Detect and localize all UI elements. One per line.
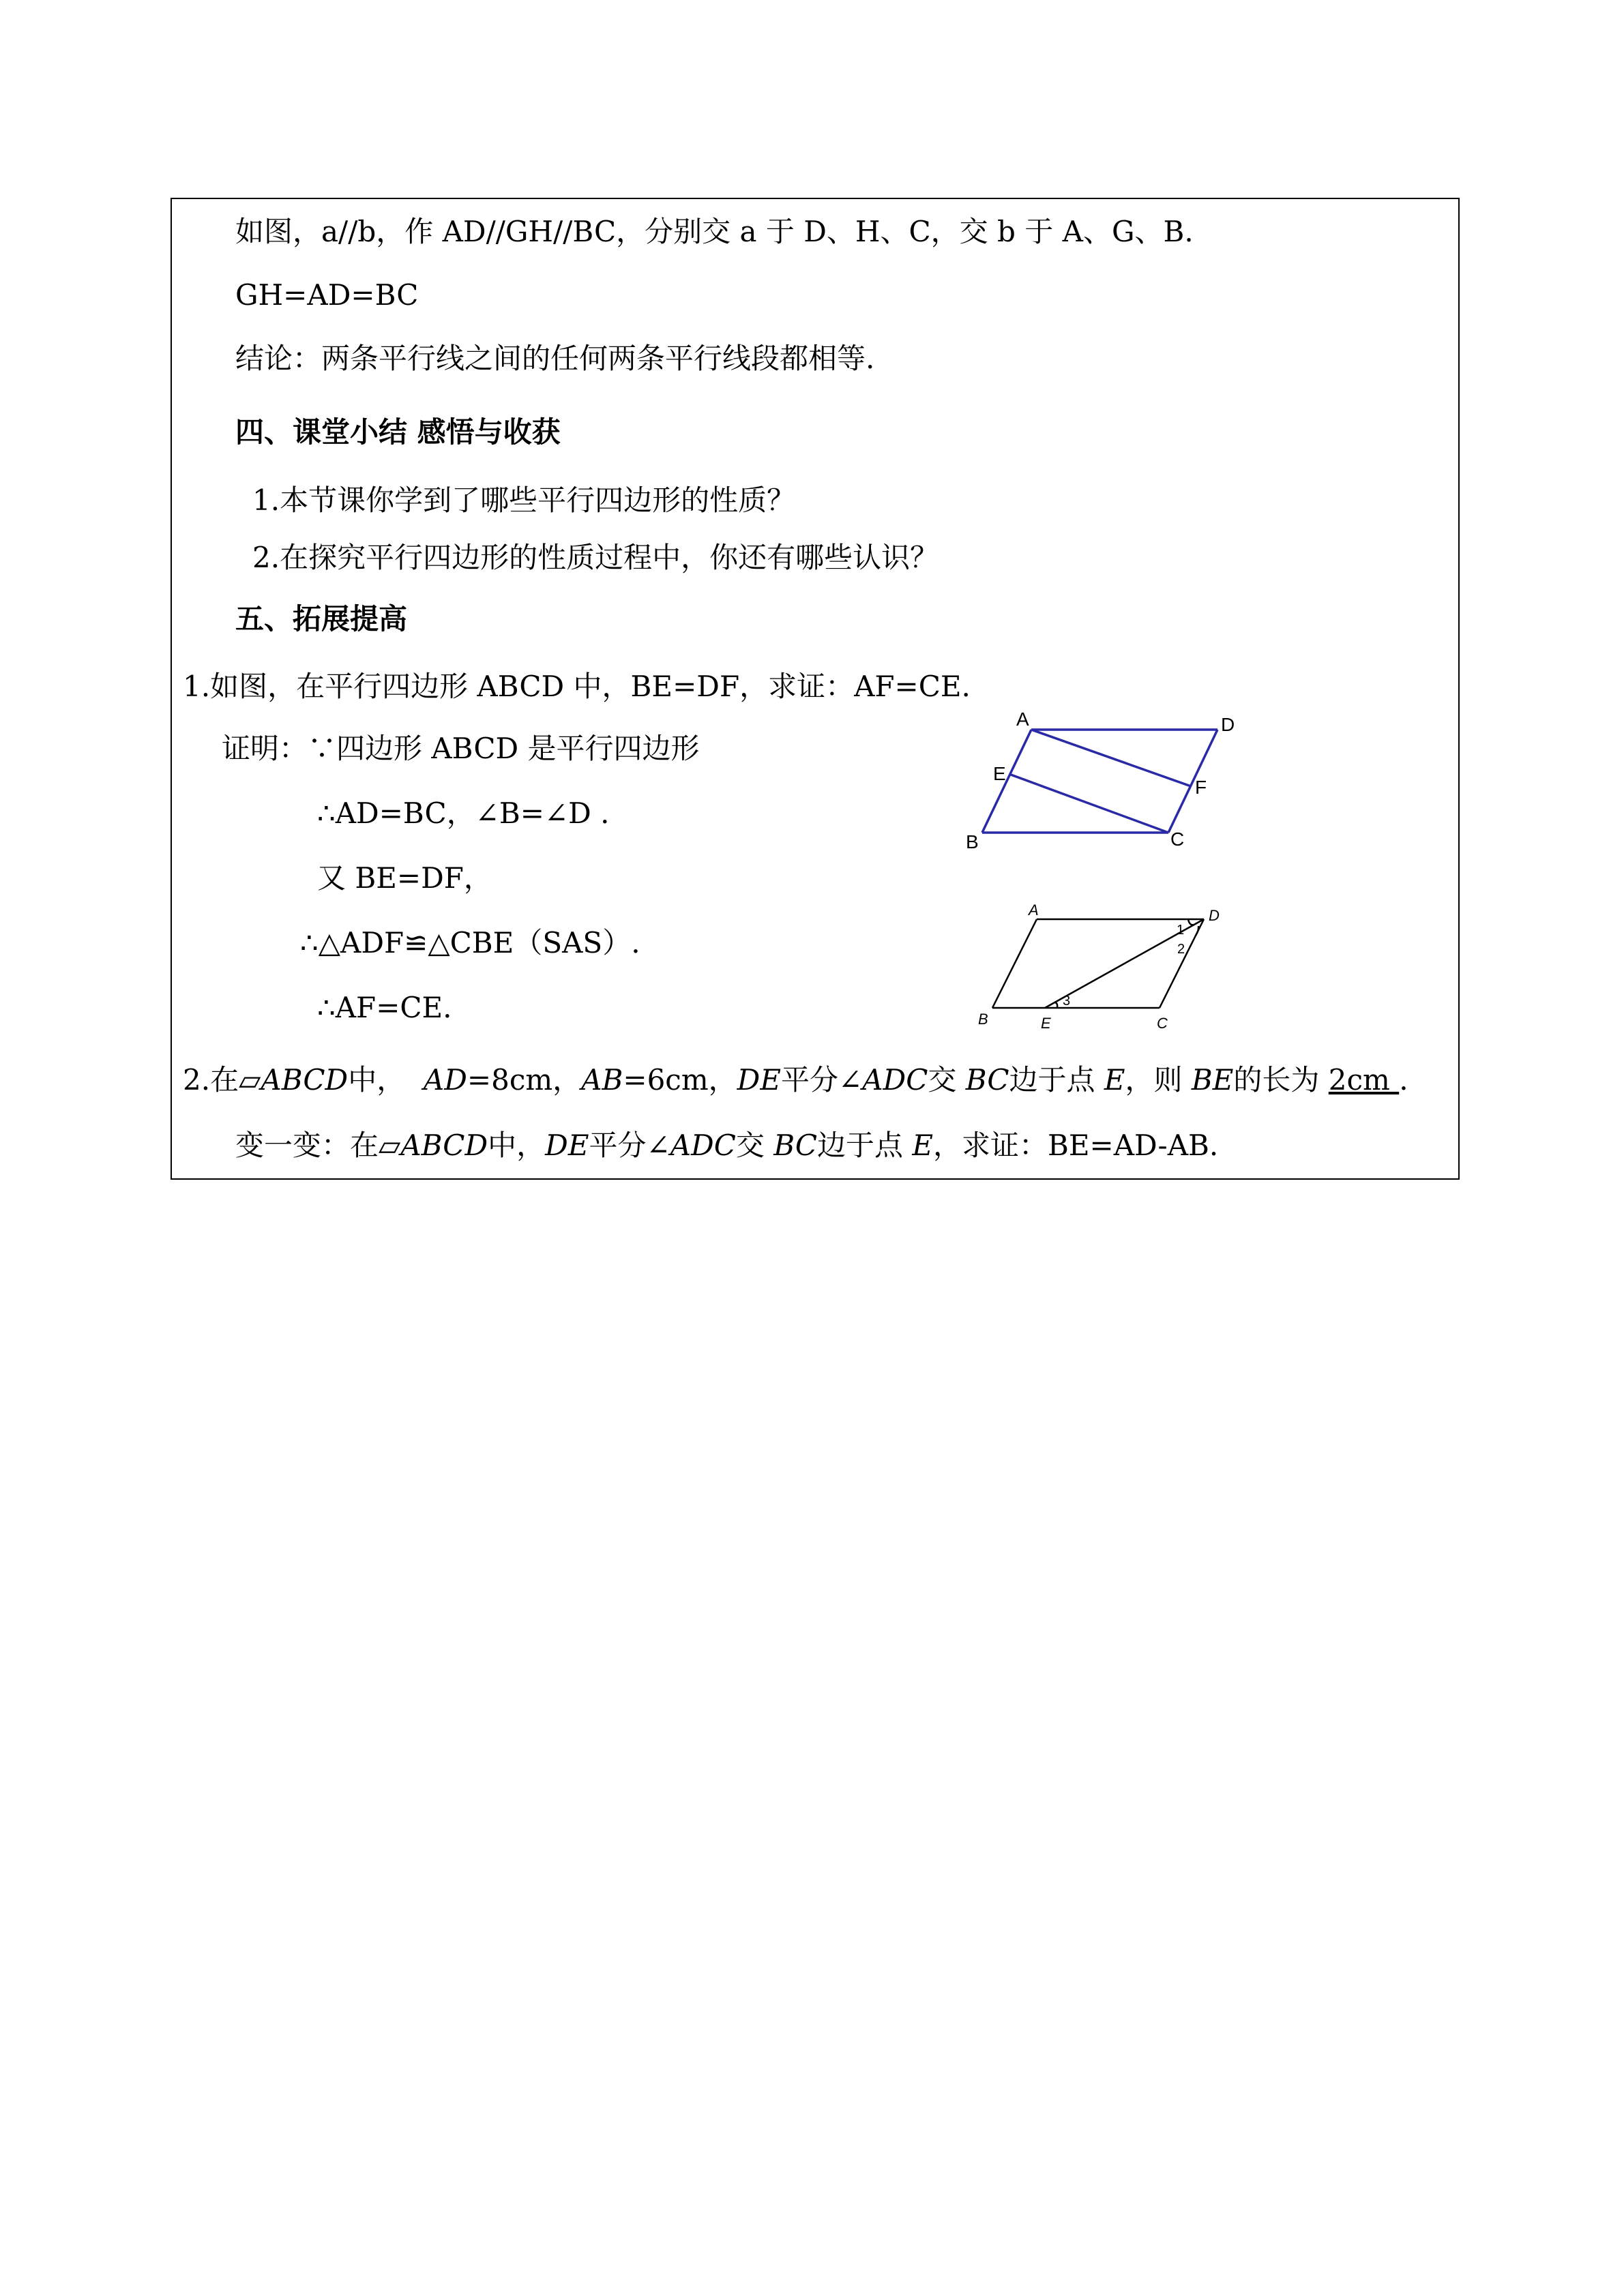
label-b: B (966, 831, 979, 852)
label-e: E (993, 763, 1006, 784)
problem-2-statement: 2.在▱ABCD中， AD=8cm，AB=6cm，DE平分∠ADC交 BC边于点 E，则 BE的长为 2cm . (183, 1063, 1408, 1097)
proof-line-2: ∴AD=BC，∠B=∠D . (317, 796, 610, 830)
proof-line-3: 又 BE=DF， (317, 861, 492, 895)
figure-1-parallelogram (955, 709, 1255, 859)
label-a: A (1029, 901, 1039, 919)
intro-line-1: 如图，a//b，作 AD//GH//BC，分别交 a 于 D、H、C，交 b 于 A、G、B. (235, 215, 1194, 248)
problem-1-statement: 1.如图，在平行四边形 ABCD 中，BE=DF，求证：AF=CE. (183, 670, 971, 703)
section-5-heading: 五、拓展提高 (235, 602, 408, 636)
angle-label-1: 1 (1177, 923, 1185, 938)
side-ab (992, 919, 1037, 1008)
label-f: F (1195, 777, 1207, 798)
label-e: E (1041, 1015, 1051, 1032)
segment-af (1031, 730, 1191, 786)
proof-line-4: ∴△ADF≌△CBE（SAS）. (300, 926, 640, 959)
label-a: A (1016, 709, 1029, 730)
proof-line-1: 证明：∵四边形 ABCD 是平行四边形 (222, 732, 700, 765)
label-d: D (1221, 714, 1235, 735)
figure-2-parallelogram (969, 899, 1255, 1042)
parallelogram-symbol: ▱ (379, 1129, 401, 1162)
segment-ec (1011, 775, 1168, 833)
angle-label-3: 3 (1063, 994, 1071, 1009)
label-c: C (1157, 1015, 1168, 1032)
angle-mark-2 (1196, 926, 1198, 936)
summary-question-2: 2.在探究平行四边形的性质过程中，你还有哪些认识？ (252, 541, 939, 574)
label-b: B (978, 1011, 988, 1028)
angle-label-2: 2 (1177, 942, 1185, 957)
variant-statement: 变一变：在▱ABCD中，DE平分∠ADC交 BC边于点 E，求证：BE=AD-AB. (235, 1129, 1219, 1162)
answer-blank: 2cm (1328, 1063, 1400, 1097)
conclusion-text: 结论：两条平行线之间的任何两条平行线段都相等. (235, 342, 875, 375)
side-ab (982, 730, 1031, 833)
summary-question-1: 1.本节课你学到了哪些平行四边形的性质？ (252, 483, 796, 517)
proof-line-5: ∴AF=CE. (317, 991, 452, 1024)
label-c: C (1170, 829, 1185, 850)
label-d: D (1209, 907, 1220, 924)
intro-line-2: GH=AD=BC (235, 278, 419, 312)
section-4-heading: 四、课堂小结 感悟与收获 (235, 415, 561, 449)
parallelogram-symbol: ▱ (239, 1063, 261, 1097)
